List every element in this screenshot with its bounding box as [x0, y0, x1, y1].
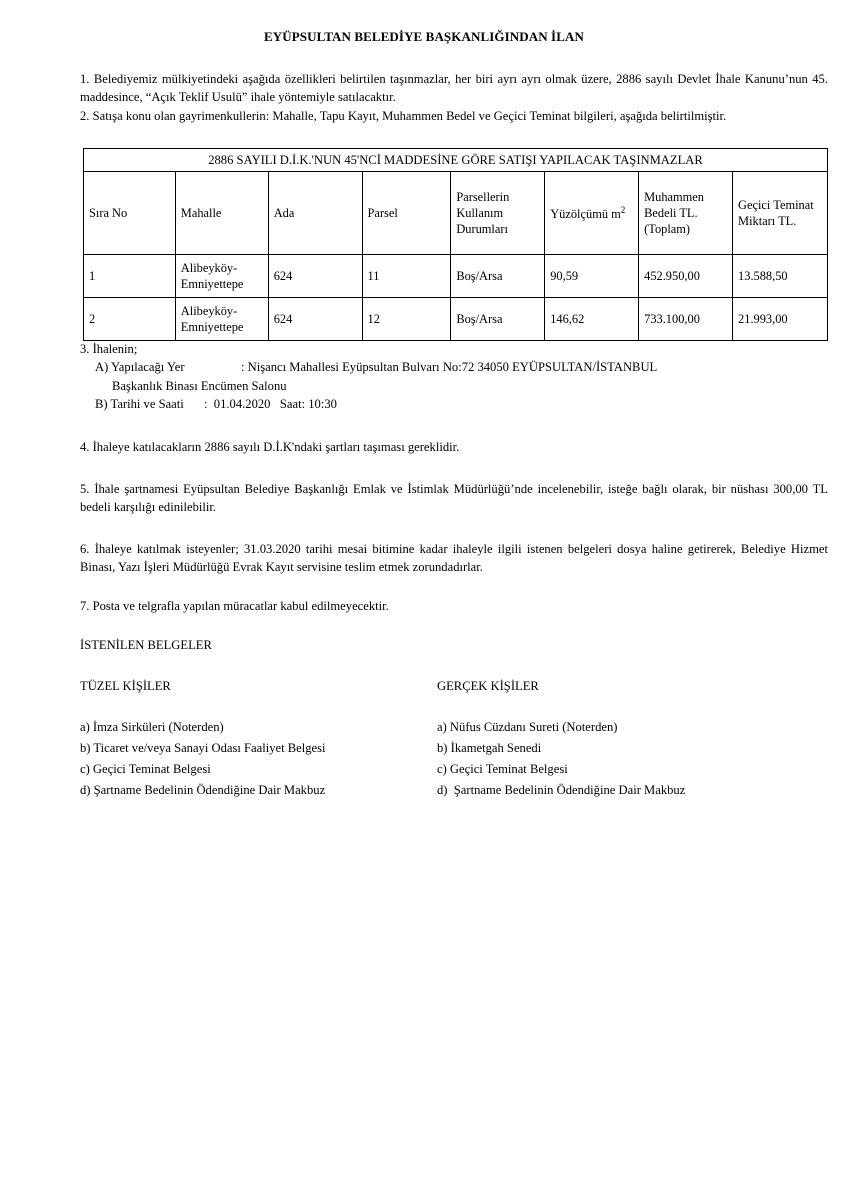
table-caption: 2886 SAYILI D.İ.K.'NUN 45'NCİ MADDESİNE GÖRE SATIŞI YAPILACAK TAŞINMAZLAR: [84, 149, 828, 172]
list-item: b) İkametgah Senedi: [437, 741, 542, 756]
cell-teminat: 21.993,00: [733, 298, 828, 341]
cell-teminat: 13.588,50: [733, 255, 828, 298]
header-yuzolcumu-sup: 2: [620, 204, 626, 215]
intro-section: [80, 70, 828, 125]
cell-ada: 624: [268, 255, 362, 298]
cell-mahalle: Alibeyköy-Emniyettepe: [175, 255, 268, 298]
location-value: : Nişancı Mahallesi Eyüpsultan Bulvarı No:72 34050 EYÜPSULTAN/İSTANBUL: [241, 360, 658, 375]
list-item: a) İmza Sirküleri (Noterden): [80, 720, 224, 735]
cell-bedel: 452.950,00: [639, 255, 733, 298]
cell-parsel: 11: [362, 255, 451, 298]
cell-kullanim: Boş/Arsa: [451, 255, 545, 298]
natural-persons-column: [437, 677, 827, 800]
cell-bedel: 733.100,00: [639, 298, 733, 341]
table-row: [84, 255, 828, 298]
legal-entities-column: [80, 677, 420, 800]
cell-parsel: 12: [362, 298, 451, 341]
paragraph-1: 1. Belediyemiz mülkiyetindeki aşağıda özellikleri belirtilen taşınmazlar, her biri ayrı ayrı olmak üzere, 2886 sayılı Devlet İhale Kanunu’nun 45. maddesince, “Açık Teklif Usulü” ihale yöntemiyle satılacaktır.: [80, 72, 828, 105]
cell-yuzolcumu: 90,59: [545, 255, 639, 298]
cell-sira: 1: [84, 255, 176, 298]
tender-details: [80, 340, 828, 413]
table-header-row: [84, 172, 828, 255]
list-item: b) Ticaret ve/veya Sanayi Odası Faaliyet Belgesi: [80, 741, 326, 756]
cell-mahalle: Alibeyköy-Emniyettepe: [175, 298, 268, 341]
date-label: B) Tarihi ve Saati: [95, 396, 184, 411]
header-bedel: Muhammen Bedeli TL. (Toplam): [639, 172, 733, 255]
list-item: c) Geçici Teminat Belgesi: [437, 761, 568, 776]
paragraph-7: 7. Posta ve telgrafla yapılan müracatlar kabul edilmeyecektir.: [80, 599, 389, 613]
header-teminat: Geçici Teminat Miktarı TL.: [733, 172, 828, 255]
cell-kullanim: Boş/Arsa: [451, 298, 545, 341]
paragraph-4: 4. İhaleye katılacakların 2886 sayılı D.İ.K'ndaki şartları taşıması gereklidir.: [80, 440, 460, 454]
natural-persons-heading: GERÇEK KİŞİLER: [437, 679, 539, 693]
paragraph-6: 6. İhaleye katılmak isteyenler; 31.03.2020 tarihi mesai bitimine kadar ihaleyle ilgili istenen belgeleri dosya haline getirerek, Belediye Hizmet Binası, Yazı İşleri Müdürlüğü Evrak Kayıt servisine teslim etmek zorundadırlar.: [80, 542, 828, 575]
cell-yuzolcumu: 146,62: [545, 298, 639, 341]
header-yuzolcumu-text: Yüzölçümü m: [550, 206, 621, 221]
tender-date: [80, 395, 828, 413]
cell-ada: 624: [268, 298, 362, 341]
header-yuzolcumu: [545, 172, 639, 255]
required-documents-heading: İSTENİLEN BELGELER: [80, 638, 212, 652]
date-value: : 01.04.2020 Saat: 10:30: [204, 396, 337, 411]
header-parsel: Parsel: [362, 172, 451, 255]
header-ada: Ada: [268, 172, 362, 255]
legal-entities-heading: TÜZEL KİŞİLER: [80, 679, 171, 693]
header-sira: Sıra No: [84, 172, 176, 255]
location-label: A) Yapılacağı Yer: [95, 360, 185, 375]
list-item: a) Nüfus Cüzdanı Sureti (Noterden): [437, 720, 618, 735]
list-item: d) Şartname Bedelinin Ödendiğine Dair Makbuz: [80, 782, 326, 797]
header-kullanim: Parsellerin Kullanım Durumları: [451, 172, 545, 255]
paragraph-2: 2. Satışa konu olan gayrimenkullerin: Mahalle, Tapu Kayıt, Muhammen Bedel ve Geçici Teminat bilgileri, aşağıda belirtilmiştir.: [80, 108, 727, 123]
location-value-line2: Başkanlık Binası Encümen Salonu: [112, 378, 287, 393]
list-item: c) Geçici Teminat Belgesi: [80, 761, 211, 776]
tender-heading: 3. İhalenin;: [80, 342, 138, 356]
table-row: [84, 298, 828, 341]
header-mahalle: Mahalle: [175, 172, 268, 255]
cell-sira: 2: [84, 298, 176, 341]
document-title: EYÜPSULTAN BELEDİYE BAŞKANLIĞINDAN İLAN: [264, 29, 584, 44]
list-item: d) Şartname Bedelinin Ödendiğine Dair Makbuz: [437, 782, 686, 797]
paragraph-5: 5. İhale şartnamesi Eyüpsultan Belediye Başkanlığı Emlak ve İstimlak Müdürlüğü’nde incelenebilir, isteğe bağlı olarak, bir nüshası 300,00 TL bedeli karşılığı edinilebilir.: [80, 482, 828, 515]
tender-location: [80, 358, 828, 376]
property-table: [83, 148, 828, 341]
